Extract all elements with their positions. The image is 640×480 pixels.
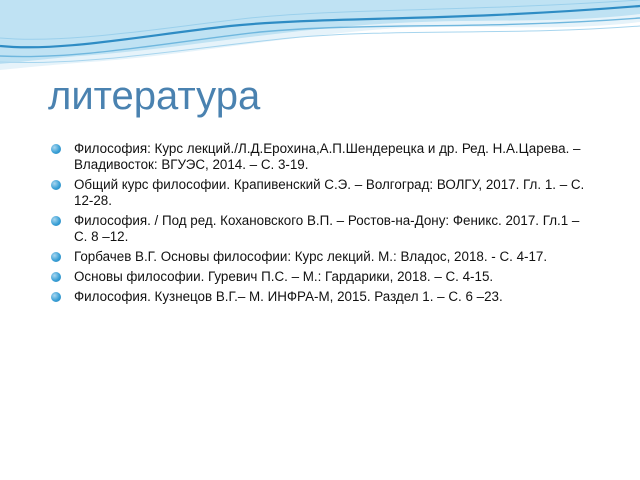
slide-title: литература [48, 74, 261, 118]
list-item [50, 177, 595, 209]
list-item [50, 289, 595, 305]
round-bullet-icon [51, 216, 61, 226]
list-item-text: Философия. Кузнецов В.Г.– М. ИНФРА-М, 2015. Раздел 1. – С. 6 –23. [74, 289, 503, 304]
round-bullet-icon [51, 252, 61, 262]
list-item-text: Философия: Курс лекций./Л.Д.Ерохина,А.П.Шендерецка и др. Ред. Н.А.Царева. – Владивосток: ВГУЭС, 2014. – С. 3-19. [74, 141, 581, 172]
list-item-text: Общий курс философии. Крапивенский С.Э. – Волгоград: ВОЛГУ, 2017. Гл. 1. – С. 12-28. [74, 177, 585, 208]
list-item-text: Основы философии. Гуревич П.С. – М.: Гардарики, 2018. – С. 4-15. [74, 269, 494, 284]
list-item [50, 269, 595, 285]
bibliography-list [50, 141, 595, 309]
round-bullet-icon [51, 272, 61, 282]
list-item-text: Горбачев В.Г. Основы философии: Курс лекций. М.: Владос, 2018. - С. 4-17. [74, 249, 548, 264]
decorative-wave-header [0, 0, 640, 80]
round-bullet-icon [51, 180, 61, 190]
list-item-text: Философия. / Под ред. Кохановского В.П. – Ростов-на-Дону: Феникс. 2017. Гл.1 – С. 8 –12. [74, 213, 580, 244]
list-item [50, 141, 595, 173]
round-bullet-icon [51, 144, 61, 154]
list-item [50, 213, 595, 245]
list-item [50, 249, 595, 265]
round-bullet-icon [51, 292, 61, 302]
